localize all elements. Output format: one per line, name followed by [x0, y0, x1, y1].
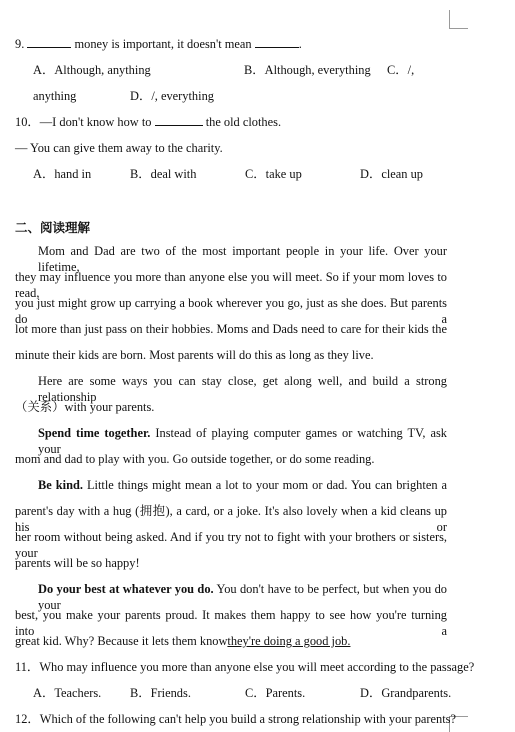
option-c: C．take up: [245, 167, 302, 181]
question-text-end: the old clothes.: [205, 115, 282, 129]
option-d: D．/, everything: [130, 89, 214, 103]
passage-paragraph-be-kind: Be kind. Little things might mean a lot to your mom or dad. You can brighten a: [38, 478, 448, 492]
question-number: 9.: [15, 37, 25, 51]
option-d: D．Grandparents.: [360, 686, 452, 700]
answer-blank: [155, 114, 203, 126]
question-9: 9. money is important, it doesn't mean .: [15, 37, 302, 51]
question-10-reply: — You can give them away to the charity.: [15, 141, 223, 155]
passage-line: parents will be so happy!: [15, 556, 140, 570]
passage-line: Here are some ways you can stay close, get along well, and build a strong relationship: [38, 374, 447, 404]
page-corner-mark-top: [449, 10, 468, 29]
passage-line: Mom and Dad are two of the most important people in your life. Over your lifetime,: [38, 244, 447, 274]
section-title: 二、阅读理解: [15, 220, 91, 235]
passage-line: mom and dad to play with you. Go outside together, or do some reading.: [15, 452, 375, 466]
question-text: money is important, it doesn't mean: [74, 37, 252, 51]
passage-paragraph-do-your-best: Do your best at whatever you do. You don't have to be perfect, but when you do your: [38, 582, 447, 612]
answer-blank: [27, 36, 71, 48]
paragraph-heading: Do your best at whatever you do.: [38, 582, 214, 596]
question-10: [15, 114, 455, 130]
passage-line: you just might grow up carrying a book wherever you go, just as she does. But parents do a: [15, 296, 447, 326]
option-c: C．/,: [387, 63, 415, 77]
passage-line: lot more than just pass on their hobbies. Moms and Dads need to care for their kids the: [15, 322, 447, 336]
paragraph-heading: Spend time together.: [38, 426, 151, 440]
option-b: B．Although, everything: [244, 63, 371, 77]
option-b: B．deal with: [130, 167, 197, 181]
passage-paragraph-spend-time: Spend time together. Instead of playing computer games or watching TV, ask your: [38, 426, 447, 456]
passage-line: （关系）with your parents.: [15, 400, 155, 414]
passage-line: minute their kids are born. Most parents will do this as long as they live.: [15, 348, 374, 362]
option-b: B．Friends.: [130, 686, 191, 700]
option-c-continued: anything: [33, 89, 77, 103]
answer-blank: [255, 36, 299, 48]
paragraph-heading: Be kind.: [38, 478, 83, 492]
passage-line: they may influence you more than anyone else you will meet. So if your mom loves to read,: [15, 270, 447, 300]
underlined-phrase: they're doing a good job.: [227, 634, 351, 648]
option-c: C．Parents.: [245, 686, 306, 700]
option-a: A．hand in: [33, 167, 92, 181]
option-a: A．Teachers.: [33, 686, 102, 700]
passage-line: parent's day with a hug (拥抱), a card, or a joke. It's also lovely when a kid cleans up his or: [15, 504, 447, 534]
passage-line: best, you make your parents proud. It makes them happy to see how you're turning into a: [15, 608, 447, 638]
question-11: 11．Who may influence you more than anyone else you will meet according to the passage?: [15, 660, 475, 674]
option-a: A．Although, anything: [33, 63, 151, 77]
option-d: D．clean up: [360, 167, 423, 181]
question-12: 12．Which of the following can't help you build a strong relationship with your parents?: [15, 712, 456, 726]
question-text: 10．—I don't know how to: [15, 115, 152, 129]
passage-line: great kid. Why? Because it lets them knowthey're doing a good job.: [15, 634, 351, 648]
passage-line: her room without being asked. And if you try not to fight with your brothers or sisters, your: [15, 530, 447, 560]
